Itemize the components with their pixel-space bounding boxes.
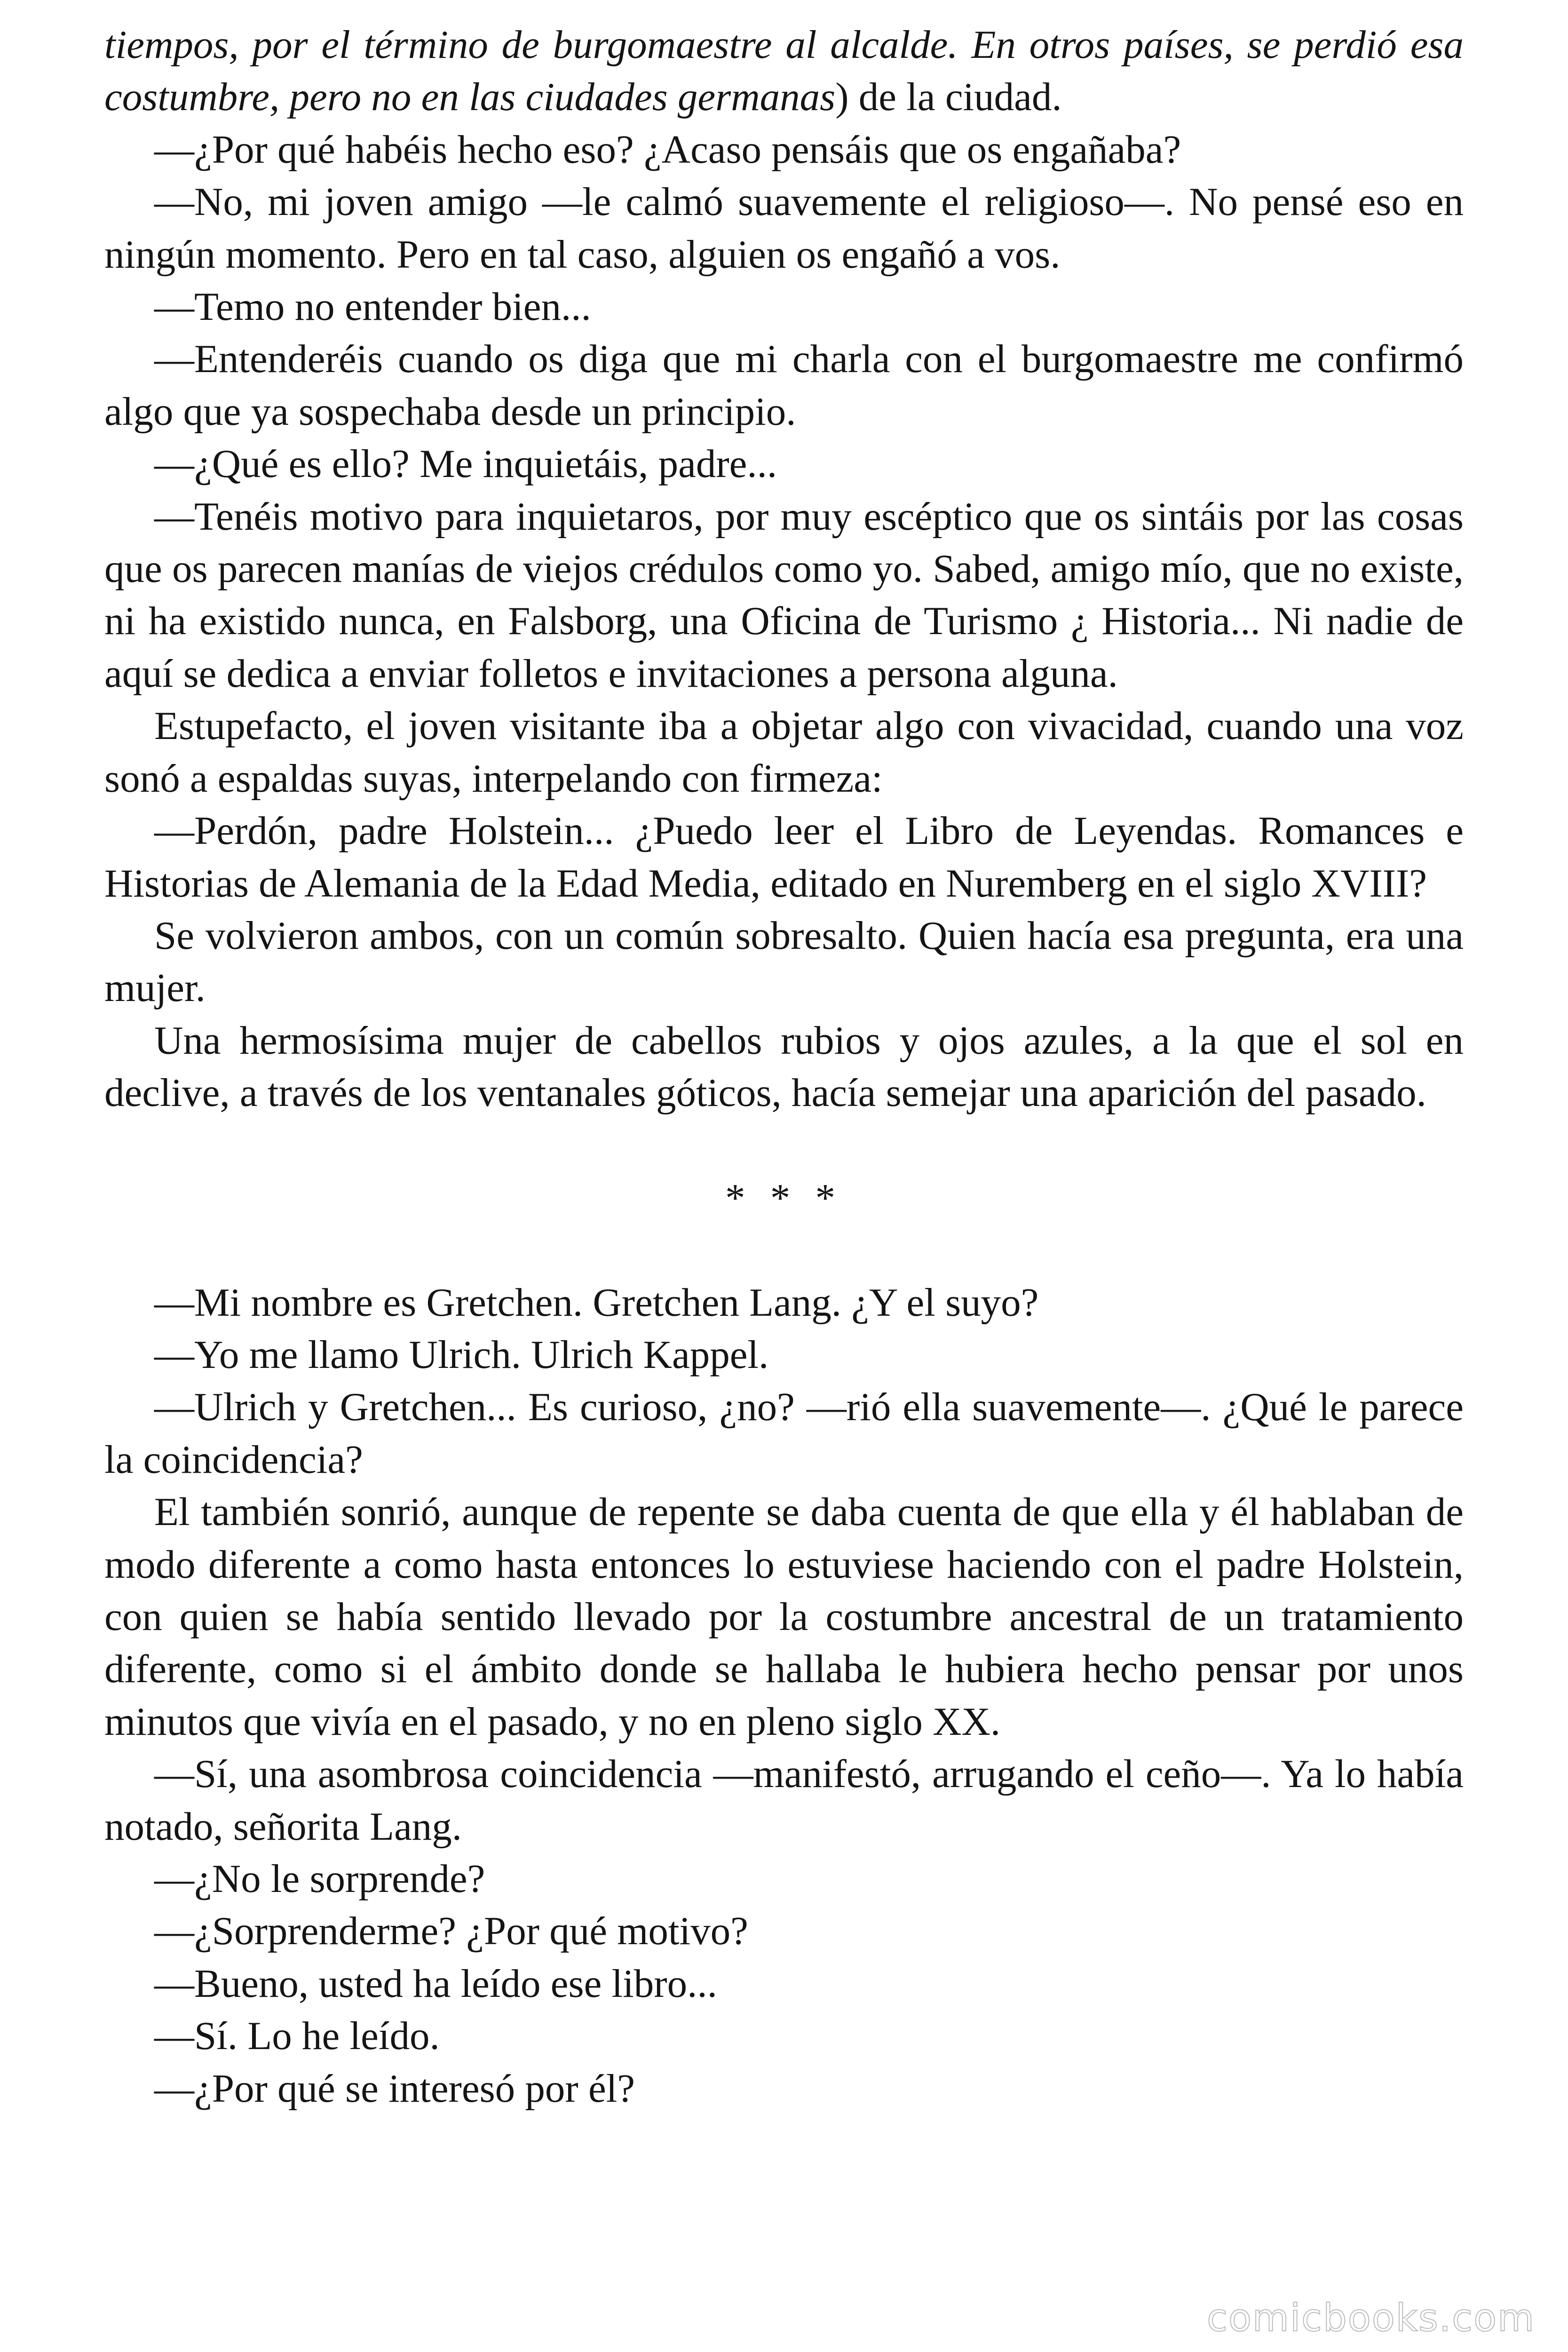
paragraph: Una hermosísima mujer de cabellos rubios y ojos azules, a la que el sol en declive, a través de los ventanales góticos, hacía semejar una aparición del pasado.	[104, 1018, 1464, 1115]
paragraph: —Temo no entender bien...	[154, 285, 591, 329]
paragraph: —¿Qué es ello? Me inquietáis, padre...	[154, 442, 777, 486]
paragraph: —¿No le sorprende?	[154, 1857, 485, 1901]
paragraph: —Mi nombre es Gretchen. Gretchen Lang. ¿Y el suyo?	[154, 1280, 1039, 1325]
paragraph: El también sonrió, aunque de repente se daba cuenta de que ella y él hablaban de modo diferente a como hasta entonces lo estuviese haciendo con el padre Holstein, con quien se había sentido llevado por la costumbre ancestral de un tratamiento diferente, como si el ámbito donde se hallaba le hubiera hecho pensar por unos minutos que vivía en el pasado, y no en pleno siglo XX.	[104, 1490, 1464, 1744]
paragraph: —Entenderéis cuando os diga que mi charla con el burgomaestre me confirmó algo que ya sospechaba desde un principio.	[104, 337, 1464, 434]
book-page	[104, 19, 1464, 2115]
paragraph: —Bueno, usted ha leído ese libro...	[154, 1961, 717, 2006]
paragraph: Estupefacto, el joven visitante iba a objetar algo con vivacidad, cuando una voz sonó a espaldas suyas, interpelando con firmeza:	[104, 704, 1464, 801]
paragraph: —¿Sorprenderme? ¿Por qué motivo?	[154, 1909, 748, 1954]
paragraph: —Yo me llamo Ulrich. Ulrich Kappel.	[154, 1332, 769, 1377]
paragraph: —Perdón, padre Holstein... ¿Puedo leer el Libro de Leyendas. Romances e Historias de Alemania de la Edad Media, editado en Nuremberg en el siglo XVIII?	[104, 809, 1464, 906]
paragraph: —Tenéis motivo para inquietaros, por muy escéptico que os sintáis por las cosas que os parecen manías de viejos crédulos como yo. Sabed, amigo mío, que no existe, ni ha existido nunca, en Falsborg, una Oficina de Turismo ¿ Historia... Ni nadie de aquí se dedica a enviar folletos e invitaciones a persona alguna.	[104, 494, 1464, 696]
paragraph: Se volvieron ambos, con un común sobresalto. Quien hacía esa pregunta, era una mujer.	[104, 913, 1464, 1010]
paragraph: —¿Por qué habéis hecho eso? ¿Acaso pensáis que os engañaba?	[154, 127, 1181, 172]
section-separator: * * *	[725, 1176, 843, 1220]
paragraph: —Sí, una asombrosa coincidencia —manifestó, arrugando el ceño—. Ya lo había notado, señorita Lang.	[104, 1752, 1464, 1849]
paragraph: —Ulrich y Gretchen... Es curioso, ¿no? —rió ella suavemente—. ¿Qué le parece la coincidencia?	[104, 1385, 1464, 1482]
paragraph-opening	[104, 19, 1464, 124]
opening-italic-text: tiempos, por el término de burgomaestre al alcalde. En otros países, se perdió esa costumbre, pero no en las ciudades germanas	[104, 23, 1464, 119]
opening-rest-text: ) de la ciudad.	[835, 75, 1062, 119]
watermark: comicbooks.com	[1206, 2296, 1535, 2340]
paragraph: —No, mi joven amigo —le calmó suavemente el religioso—. No pensé eso en ningún momento. Pero en tal caso, alguien os engañó a vos.	[104, 180, 1464, 277]
paragraph: —¿Por qué se interesó por él?	[154, 2066, 635, 2111]
paragraph: —Sí. Lo he leído.	[154, 2014, 440, 2058]
